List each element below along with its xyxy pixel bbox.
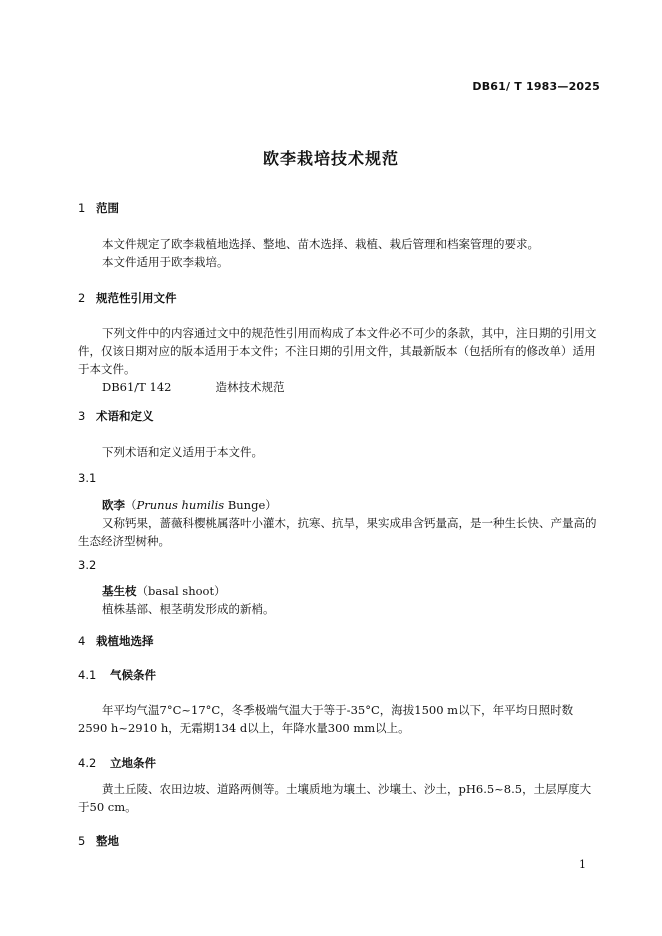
term-author: Bunge） [224, 498, 277, 512]
subsection-4-1-heading [78, 667, 156, 683]
subsection-4-2-heading [78, 755, 156, 771]
reference-code: DB61/T 142 [102, 380, 172, 394]
term-3-2-number: 3.2 [78, 558, 97, 572]
reference-title: 造林技术规范 [215, 380, 285, 394]
reference-entry [102, 378, 284, 396]
term-3-1-title [102, 496, 277, 514]
section-title: 栽植地选择 [96, 634, 154, 648]
terms-intro: 下列术语和定义适用于本文件。 [102, 445, 263, 459]
term-english-name: （basal shoot） [136, 584, 226, 598]
subsection-number: 4.1 [78, 668, 97, 682]
subsection-title: 立地条件 [110, 756, 156, 770]
term-3-2-definition: 植株基部、根茎萌发形成的新梢。 [102, 602, 275, 616]
term-name: 欧李 [102, 498, 125, 512]
term-paren-open: （ [125, 498, 137, 512]
section-number: 3 [78, 409, 86, 423]
site-conditions-paragraph: 黄土丘陵、农田边坡、道路两侧等。土壤质地为壤土、沙壤土、沙土，pH6.5~8.5，土层厚度大于50 cm。 [78, 782, 592, 814]
section-number: 4 [78, 634, 86, 648]
page-number: 1 [579, 858, 586, 871]
section-title: 术语和定义 [96, 409, 154, 423]
scope-paragraph-1: 本文件规定了欧李栽植地选择、整地、苗木选择、栽植、栽后管理和档案管理的要求。 [102, 237, 539, 251]
scope-paragraph-2: 本文件适用于欧李栽培。 [102, 255, 229, 269]
term-name: 基生枝 [102, 584, 137, 598]
section-number: 5 [78, 834, 86, 848]
section-2-heading [78, 290, 177, 306]
section-number: 1 [78, 201, 86, 215]
section-5-heading [78, 833, 119, 849]
term-latin-name: Prunus humilis [136, 498, 225, 512]
document-title: 欧李栽培技术规范 [262, 149, 399, 168]
normative-references-paragraph: 下列文件中的内容通过文中的规范性引用而构成了本文件必不可少的条款，其中，注日期的引用文件，仅该日期对应的版本适用于本文件；不注日期的引用文件，其最新版本（包括所有的修改单）适用于本文件。 [78, 326, 597, 376]
term-3-1-definition: 又称钙果，蔷薇科樱桃属落叶小灌木，抗寒、抗旱，果实成串含钙量高，是一种生长快、产量高的生态经济型树种。 [78, 516, 597, 548]
section-title: 范围 [96, 201, 119, 215]
document-number: DB61/ T 1983—2025 [472, 80, 600, 93]
subsection-number: 4.2 [78, 756, 97, 770]
section-number: 2 [78, 291, 86, 305]
climate-conditions-paragraph: 年平均气温7°C~17°C，冬季极端气温大于等于-35°C，海拔1500 m以下，年平均日照时数2590 h~2910 h，无霜期134 d以上，年降水量300 mm以上。 [78, 703, 574, 735]
section-1-heading [78, 200, 119, 216]
term-3-1-number: 3.1 [78, 471, 97, 485]
subsection-title: 气候条件 [110, 668, 156, 682]
section-title: 规范性引用文件 [96, 291, 177, 305]
section-title: 整地 [96, 834, 119, 848]
section-4-heading [78, 633, 154, 649]
term-3-2-title [102, 582, 226, 600]
section-3-heading [78, 408, 154, 424]
